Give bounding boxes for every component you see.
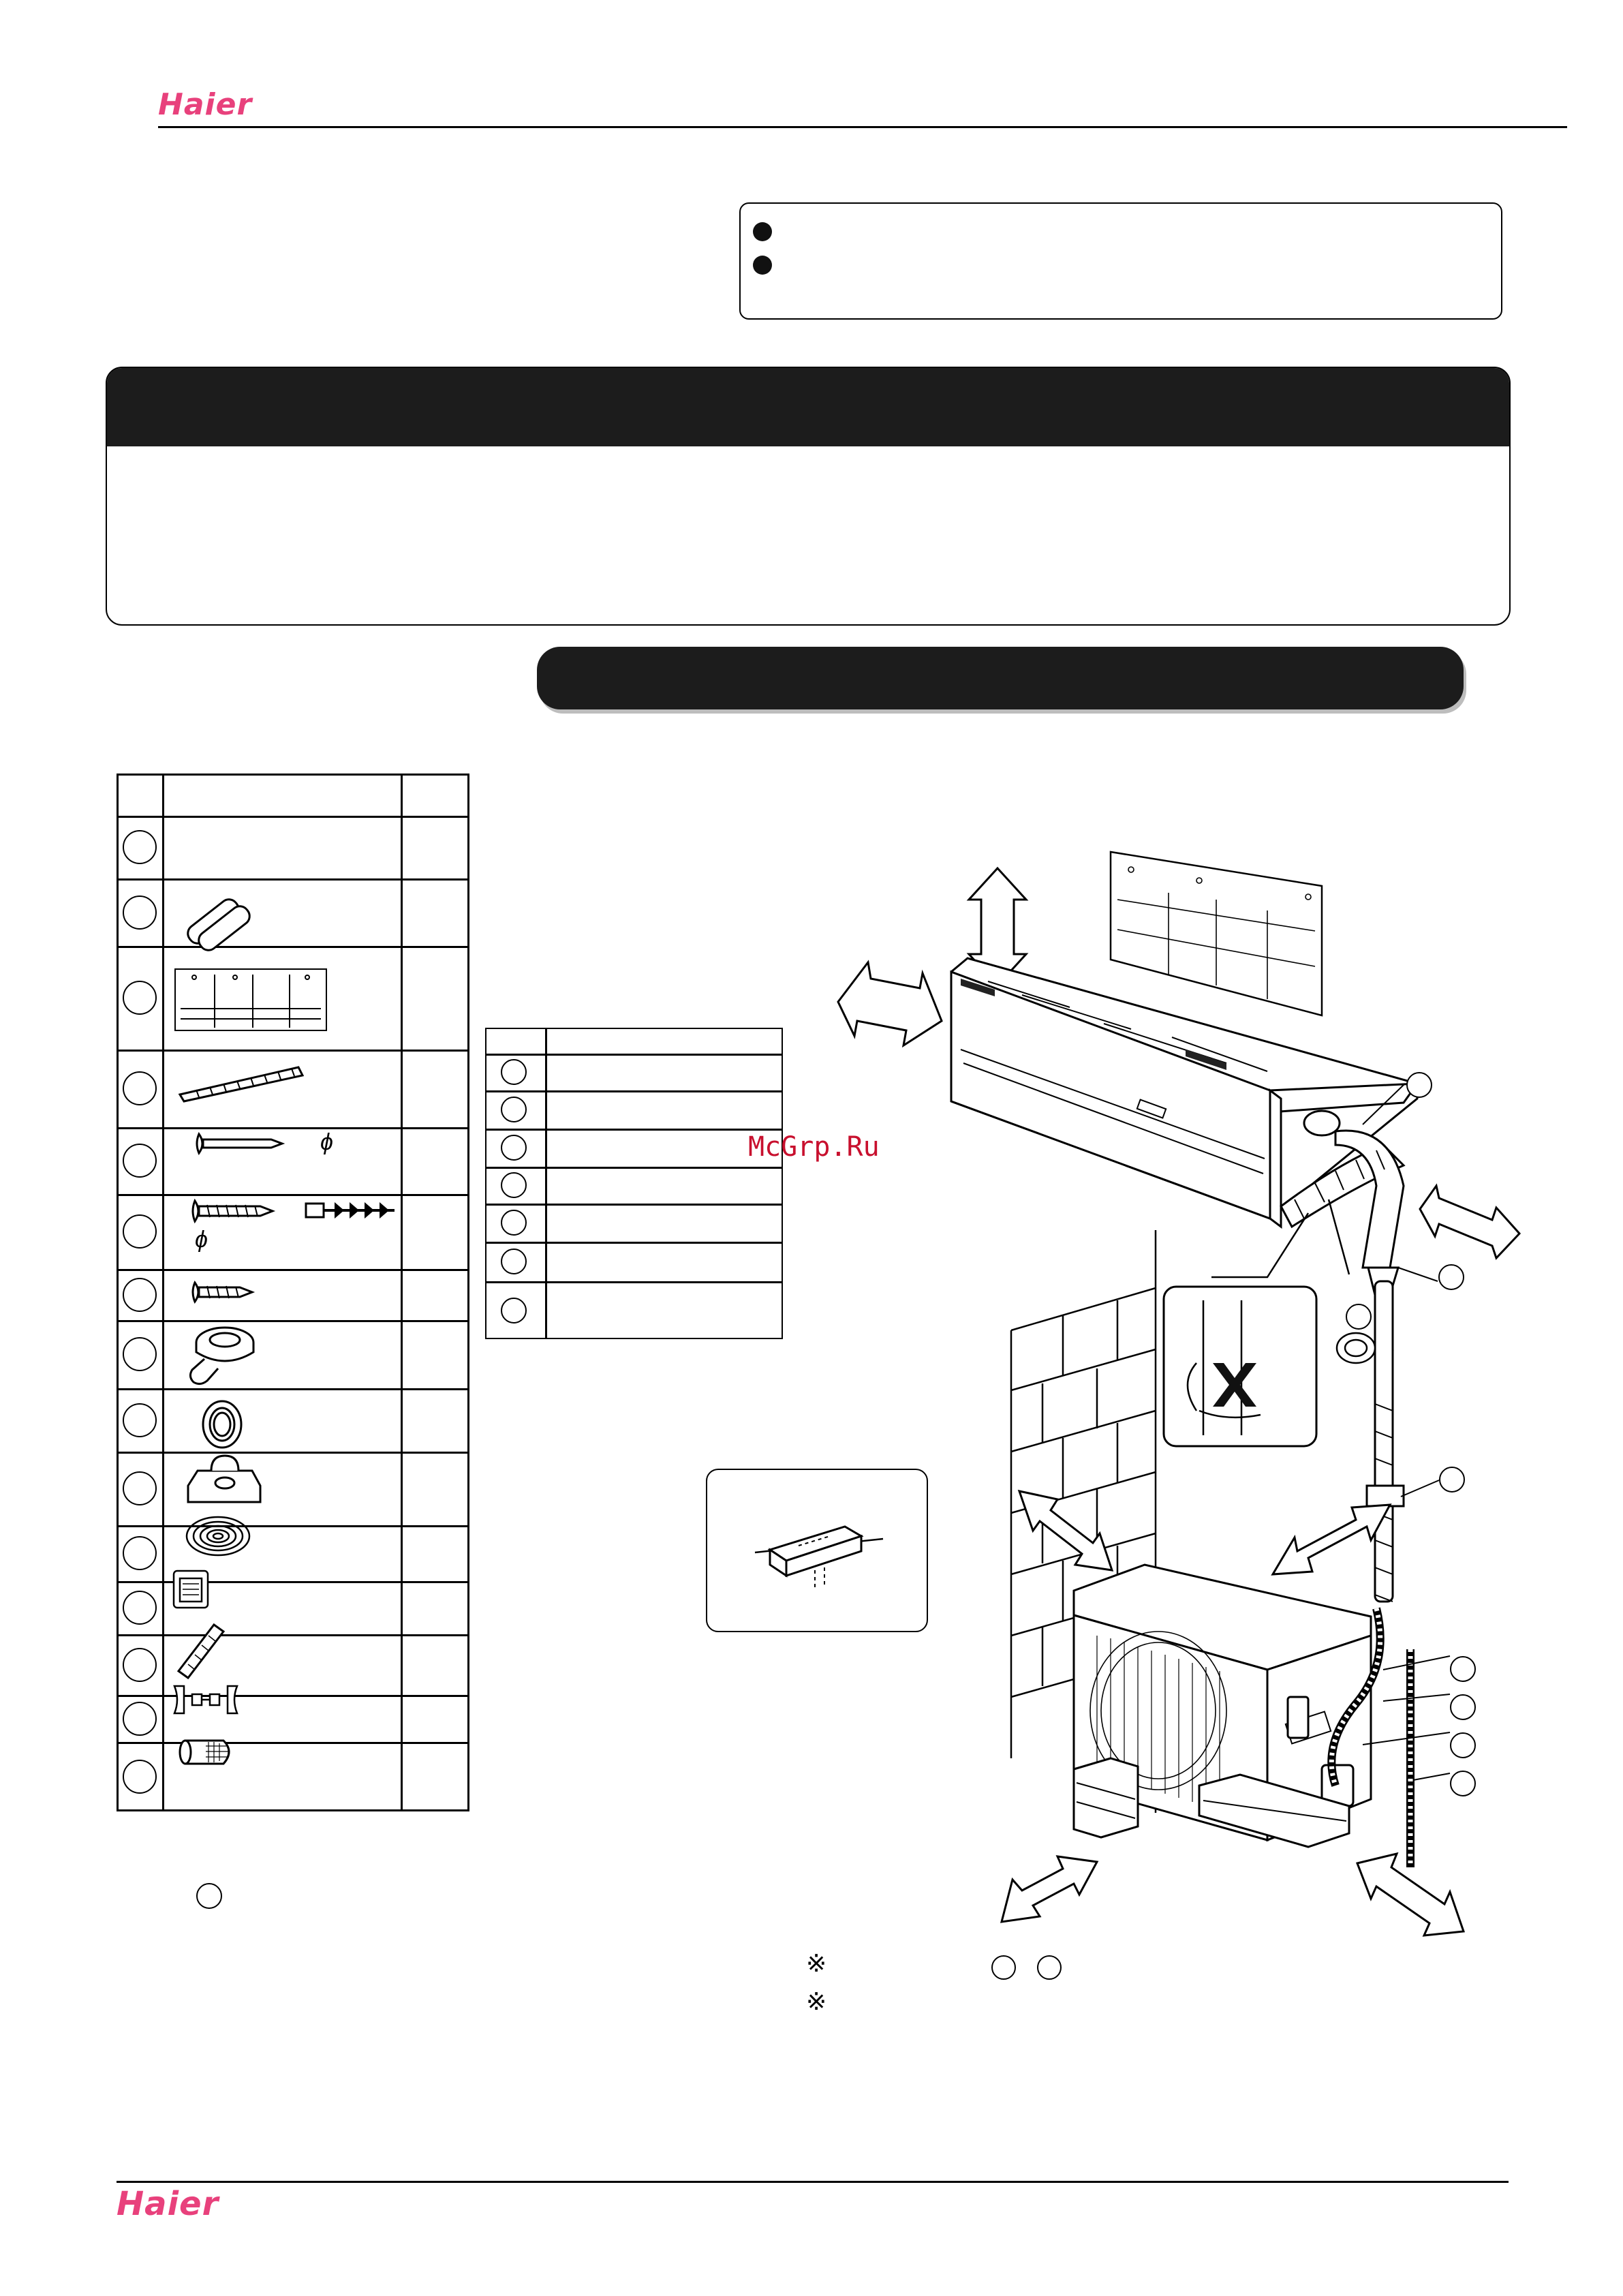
accessory-number-circle <box>123 1702 157 1736</box>
left-clearance-arrow <box>838 962 942 1045</box>
mounting-plate-icon <box>174 968 329 1035</box>
accessory-number-circle <box>123 1760 157 1794</box>
callout-circle-3 <box>1346 1304 1372 1330</box>
note-bullet-1 <box>753 222 772 241</box>
tool-number-circle <box>501 1097 527 1122</box>
callout-box <box>1164 1287 1316 1446</box>
footer-rule <box>117 2181 1509 2183</box>
accessory-row-divider <box>117 1050 469 1052</box>
tool-number-circle <box>501 1059 527 1085</box>
accessory-row-divider <box>117 1320 469 1322</box>
header-rule <box>158 126 1567 128</box>
accessory-number-circle <box>123 830 157 864</box>
accessory-row-divider <box>117 1581 469 1583</box>
accessory-row-divider <box>117 1634 469 1636</box>
note-bullet-2 <box>753 256 772 275</box>
accessory-number-circle <box>123 1591 157 1625</box>
accessory-row-divider <box>117 1194 469 1196</box>
callout-circle-6 <box>1450 1694 1476 1720</box>
rubber-cap-icon <box>199 1398 247 1450</box>
tape-roll-icon <box>184 1514 252 1558</box>
accessory-number-circle <box>123 1536 157 1570</box>
tools-row-divider <box>485 1167 783 1169</box>
clip-icon <box>172 1682 240 1717</box>
wall-plug-icon <box>305 1199 400 1223</box>
tool-number-circle <box>501 1135 527 1161</box>
screw-diameter-symbol: ϕ <box>195 1227 208 1253</box>
callout-circle-1 <box>1406 1072 1432 1098</box>
accessory-row-divider <box>117 816 469 818</box>
accessory-row-divider <box>117 1127 469 1129</box>
accessory-number-circle <box>123 896 157 930</box>
accessory-number-circle <box>123 1403 157 1437</box>
accessory-row-divider <box>117 1742 469 1744</box>
accessory-number-circle <box>123 1144 157 1178</box>
installation-diagram <box>818 845 1581 1990</box>
accessory-row-divider <box>117 1525 469 1527</box>
batteries-icon <box>179 891 253 947</box>
tools-row-divider <box>485 1090 783 1092</box>
tools-row-divider <box>485 1242 783 1244</box>
tools-table <box>485 1028 783 1339</box>
callout-circle-5 <box>1450 1656 1476 1682</box>
note-mark-1: ※ <box>806 1950 827 1978</box>
tool-number-circle <box>501 1298 527 1323</box>
callout-circle-4 <box>1439 1467 1465 1493</box>
filter-icon <box>172 1569 211 1611</box>
accessory-number-circle <box>123 1278 157 1312</box>
accessory-number-circle <box>123 1214 157 1249</box>
accessory-table-col2 <box>401 774 403 1811</box>
tools-row-divider <box>485 1129 783 1131</box>
remark-circle <box>196 1883 222 1909</box>
accessory-row-divider <box>117 1452 469 1454</box>
cap-icon <box>176 1735 237 1769</box>
section-banner <box>107 368 1509 446</box>
side-clearance-arrow <box>1273 1505 1390 1574</box>
accessory-number-circle <box>123 1648 157 1682</box>
accessory-number-circle <box>123 981 157 1015</box>
drain-hose-icon <box>176 1059 305 1103</box>
footer-logo: Haier <box>117 2185 219 2223</box>
accessory-row-divider <box>117 1388 469 1390</box>
clamp-icon <box>184 1452 266 1513</box>
tools-row-divider <box>485 1054 783 1056</box>
accessory-number-circle <box>123 1071 157 1105</box>
accessory-number-circle <box>123 1471 157 1505</box>
note-circle-b <box>1037 1955 1062 1980</box>
note-mark-2: ※ <box>806 1988 827 2016</box>
accessory-row-divider <box>117 1269 469 1271</box>
screw-icon <box>192 1280 253 1304</box>
screw-icon-long <box>192 1198 274 1224</box>
callout-circle-7 <box>1450 1732 1476 1758</box>
note-box <box>739 202 1502 320</box>
header-logo: Haier <box>158 87 253 122</box>
tools-table-col <box>545 1028 547 1339</box>
callout-circle-2 <box>1438 1264 1464 1290</box>
tool-number-circle <box>501 1249 527 1274</box>
accessory-number-circle <box>123 1337 157 1371</box>
accessory-row-divider <box>117 1695 469 1697</box>
accessory-table <box>117 774 469 1811</box>
tool-number-circle <box>501 1210 527 1236</box>
nail-icon <box>196 1131 285 1156</box>
drain-elbow-icon <box>184 1322 259 1390</box>
tool-number-circle <box>501 1172 527 1198</box>
nail-diameter-symbol: ϕ <box>320 1129 333 1155</box>
accessory-row-divider <box>117 878 469 881</box>
insulation-pipe-icon <box>174 1621 226 1679</box>
callout-circle-8 <box>1450 1771 1476 1796</box>
accessory-table-col1 <box>162 774 164 1811</box>
section-box <box>106 367 1511 626</box>
tools-row-divider <box>485 1204 783 1206</box>
right-clearance-arrow <box>1420 1186 1519 1258</box>
note-circle-a <box>991 1955 1016 1980</box>
tools-row-divider <box>485 1281 783 1283</box>
accessory-row-divider <box>117 946 469 948</box>
watermark: McGrp.Ru <box>748 1131 880 1163</box>
bottom-left-clearance-arrow <box>1002 1856 1097 1922</box>
subsection-banner <box>537 647 1464 709</box>
